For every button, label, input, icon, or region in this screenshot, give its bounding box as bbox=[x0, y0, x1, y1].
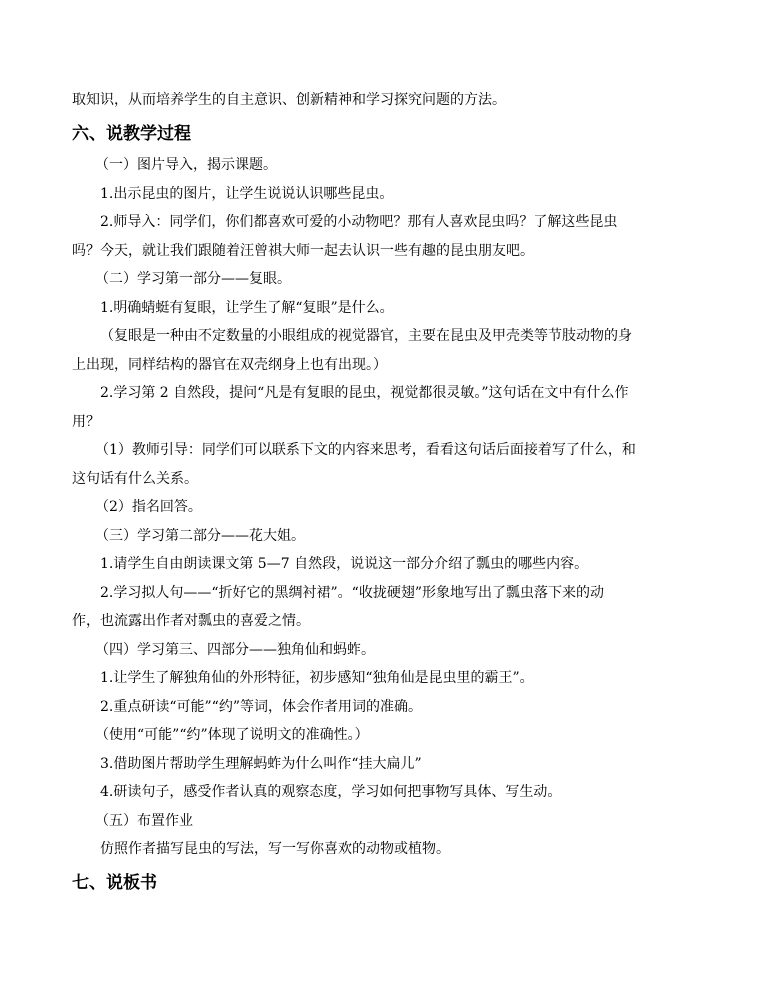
part-3-item-2-line-1: 2.学习拟人句——“折好它的黑绸衬裙”。“收拢硬翅”形象地写出了瓢虫落下来的动 bbox=[100, 585, 604, 601]
part-3-item-1: 1.请学生自由朗读课文第 5—7 自然段，说说这一部分介绍了瓢虫的哪些内容。 bbox=[100, 556, 589, 572]
intro-continuation: 取知识，从而培养学生的自主意识、创新精神和学习探究问题的方法。 bbox=[72, 92, 506, 108]
part-2-sub-2: （2）指名回答。 bbox=[95, 499, 202, 515]
part-2-sub-1-line-1: （1）教师引导：同学们可以联系下文的内容来思考，看看这句话后面接着写了什么，和 bbox=[95, 442, 636, 458]
part-4-note: （使用“可能”“约”体现了说明文的准确性。） bbox=[95, 727, 369, 743]
part-1-title: （一）图片导入，揭示课题。 bbox=[95, 157, 277, 173]
part-2-sub-1-line-2: 这句话有什么关系。 bbox=[72, 471, 198, 487]
part-4-title: （四）学习第三、四部分——独角仙和蚂蚱。 bbox=[95, 642, 375, 658]
part-2-item-2-line-1: 2.学习第 2 自然段，提问“凡是有复眼的昆虫，视觉都很灵敏。”这句话在文中有什么作 bbox=[100, 385, 629, 401]
part-1-item-1: 1.出示昆虫的图片，让学生说说认识哪些昆虫。 bbox=[100, 186, 394, 202]
part-1-item-2-line-1: 2.师导入：同学们，你们都喜欢可爱的小动物吧？那有人喜欢昆虫吗？了解这些昆虫 bbox=[100, 214, 618, 230]
part-4-item-1: 1.让学生了解独角仙的外形特征，初步感知“独角仙是昆虫里的霸王”。 bbox=[100, 670, 534, 686]
part-4-item-2: 2.重点研读“可能”“约”等词，体会作者用词的准确。 bbox=[100, 699, 422, 715]
part-2-note-line-2: 上出现，同样结构的器官在双壳纲身上也有出现。） bbox=[72, 357, 387, 373]
part-5-item-1: 仿照作者描写昆虫的写法，写一写你喜欢的动物或植物。 bbox=[100, 841, 450, 857]
part-1-item-2-line-2: 吗？今天，就让我们跟随着汪曾祺大师一起去认识一些有趣的昆虫朋友吧。 bbox=[72, 243, 534, 259]
part-2-note-line-1: （复眼是一种由不定数量的小眼组成的视觉器官，主要在昆虫及甲壳类等节肢动物的身 bbox=[100, 328, 632, 344]
part-2-item-1: 1.明确蜻蜓有复眼，让学生了解“复眼”是什么。 bbox=[100, 300, 394, 316]
part-3-title: （三）学习第二部分——花大姐。 bbox=[95, 528, 305, 544]
part-3-item-2-line-2: 作，也流露出作者对瓢虫的喜爱之情。 bbox=[72, 613, 310, 629]
section-7-heading: 七、说板书 bbox=[72, 873, 157, 893]
part-5-title: （五）布置作业 bbox=[95, 813, 193, 829]
part-4-item-4: 4.研读句子，感受作者认真的观察态度，学习如何把事物写具体、写生动。 bbox=[100, 784, 562, 800]
part-2-item-2-line-2: 用？ bbox=[72, 414, 100, 430]
part-2-title: （二）学习第一部分——复眼。 bbox=[95, 271, 291, 287]
part-4-item-3: 3.借助图片帮助学生理解蚂蚱为什么叫作“挂大扁儿” bbox=[100, 756, 422, 772]
section-6-heading: 六、说教学过程 bbox=[72, 124, 191, 144]
